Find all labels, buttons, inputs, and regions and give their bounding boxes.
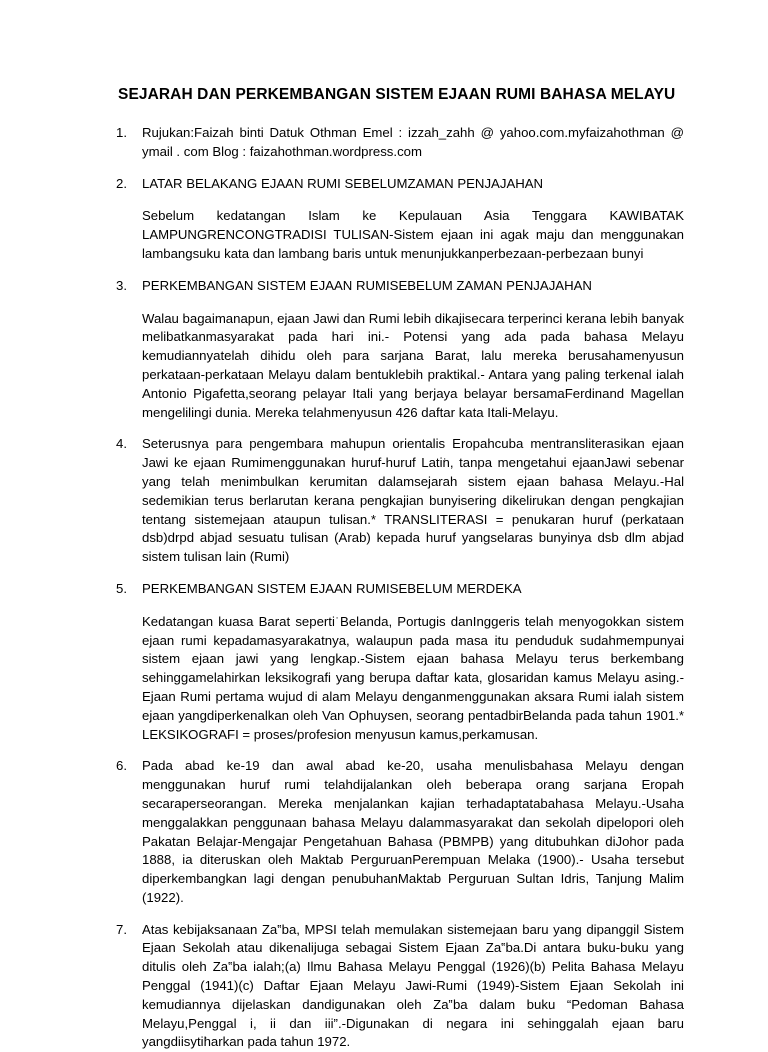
list-item-7 <box>112 921 684 1052</box>
item-text: Pada abad ke-19 dan awal abad ke-20, usaha menulisbahasa Melayu dengan menggunakan huruf rumi telahdijalankan oleh beberapa orang sarjana Eropah secaraperseorangan. Mereka menjalankan kajian terhadaptatabahasa Melayu.-Usaha menggalakkan penggunaan bahasa Melayu dalammasyarakat dan sekolah dipelopori oleh Pakatan Belajar-Mengajar Pengetahuan Bahasa (PBMPB) yang ditubuhkan diJohor pada 1888, ia diteruskan oleh Maktab PerguruanPerempuan Melaka (1900).- Usaha tersebut diperkembangkan lagi dengan penubuhanMaktab Perguruan Sultan Idris, Tanjung Malim (1922). <box>142 758 684 905</box>
item-text: Rujukan:Faizah binti Datuk Othman Emel : izzah_zahh @ yahoo.com.myfaizahothman @ ymail . com Blog : faizahothman.wordpress.com <box>142 125 684 159</box>
section-heading: PERKEMBANGAN SISTEM EJAAN RUMISEBELUM MERDEKA <box>142 580 522 596</box>
document-title: SEJARAH DAN PERKEMBANGAN SISTEM EJAAN RUMI BAHASA MELAYU <box>118 86 676 103</box>
item-number: 6. <box>116 758 127 774</box>
section-paragraph: Walau bagaimanapun, ejaan Jawi dan Rumi lebih dikajisecara terperinci kerana lebih banyak melibatkanmasyarakat pada hari ini.- Potensi yang ada pada bahasa Melayu kemudiannyatelah dihidu oleh para sarjana Barat, lalu mereka berusahamenyusun perkataan-perkataan Melayu dalam bentuklebih prakti͘kal.- Antara yang paling terkenal ialah Antonio Pigafetta,seorang pelayar Itali yang berjaya belayar bersamaFerdinand Magellan mengelilingi dunia. Mereka telahmenyusun 426 daftar kata Itali-Melayu. <box>142 310 684 420</box>
item-body <box>142 277 684 423</box>
item-text: Atas kebijaksanaan Za‟ba, MPSI telah memulakan sistemejaan baru yang dipanggil Sistem Ejaan Sekolah atau dikenalijuga sebagai Sistem Ejaan Za‟ba.Di antara buku-buku yang ditulis oleh Za‟ba ialah;(a) Ilmu Bahasa Melayu Penggal (1926)(b) Pelita Bahasa Melayu Penggal (1941)(c) Daftar Ejaan Melayu Jawi-Rumi (1949)-Sistem Ejaan Sekolah ini kemudiannya dijelaskan dandigunakan oleh Za‟ba dalam buku “Pedoman Bahasa Melayu,Penggal i, ii dan iii”.-Digunakan di negara ini sehinggalah ejaan baru yangdiisyti͘harkan pada tahun 1972. <box>142 921 684 1050</box>
section-heading: LATAR BELAKANG EJAAN RUMI SEBELUMZAMAN PENJAJAHAN <box>142 175 544 191</box>
section-paragraph: Sebelum kedatangan Islam ke Kepulauan Asia Tenggara KAWIBATAK LAMPUNGRENCONGTRADISI TULISAN-Sistem ejaan ini agak maju dan menggunakan lambangsuku kata dan lambang baris untuk menunjukkanperbezaan-perbezaan bunyi <box>142 208 684 261</box>
list-item-5 <box>112 580 684 744</box>
list-item-3 <box>112 277 684 423</box>
item-number: 1. <box>116 125 127 140</box>
item-number: 7. <box>116 921 127 937</box>
item-number: 4. <box>116 436 127 452</box>
section-paragraph: Kedatangan kuasa Barat seperti͘ Belanda, Portugis danInggeris telah menyogokkan sistem ejaan rumi kepadamasyarakatnya, walaupun pada masa itu penduduk sudahmempunyai sistem ejaan jawi yang lengkap.-Sistem ejaan bahasa Melayu terus berkembang sehinggamelahirkan leksikografi yang berupa daftar kata, glosaridan kamus Melayu asing.- Ejaan Rumi pertama wujud di alam Melayu denganmenggunakan aksara Rumi ialah sistem ejaan yangdiperkenalkan oleh Van Ophuysen, seorang pentadbirBelanda pada tahun 1901.* LEKSIKOGRAFI = proses/profesion menyusun kamus,perkamusan. <box>142 613 684 742</box>
item-number: 2. <box>116 175 127 191</box>
item-number: 5. <box>116 580 127 596</box>
section-heading: PERKEMBANGAN SISTEM EJAAN RUMISEBELUM ZAMAN PENJAJAHAN <box>142 277 592 293</box>
list-item-4 <box>112 435 684 567</box>
list-item-1 <box>112 124 684 162</box>
item-body <box>142 580 684 744</box>
item-body <box>142 175 684 264</box>
item-number: 3. <box>116 277 127 293</box>
list-item-2 <box>112 175 684 264</box>
item-text: Seterusnya para pengembara mahupun orientalis Eropahcuba mentransliterasikan ejaan Jawi ke ejaan Rumimenggunakan huruf-huruf Lati͘n, tanpa mengetahui ejaanJawi sebenar yang telah menimbulkan kerumitan dalamsejarah sistem ejaan bahasa Melayu.-Hal sedemikian terus berlarutan kerana pengkajian bunyisering dikelirukan dengan pengkajian tentang sistemejaan ataupun tulisan.* TRANSLITERASI = penukaran huruf (perkataan dsb)drpd abjad sesuatu tulisan (Arab) kepada huruf yangselaras bunyinya dsb dlm abjad sistem tulisan lain (Rumi) <box>142 436 684 565</box>
list-item-6 <box>112 757 684 907</box>
